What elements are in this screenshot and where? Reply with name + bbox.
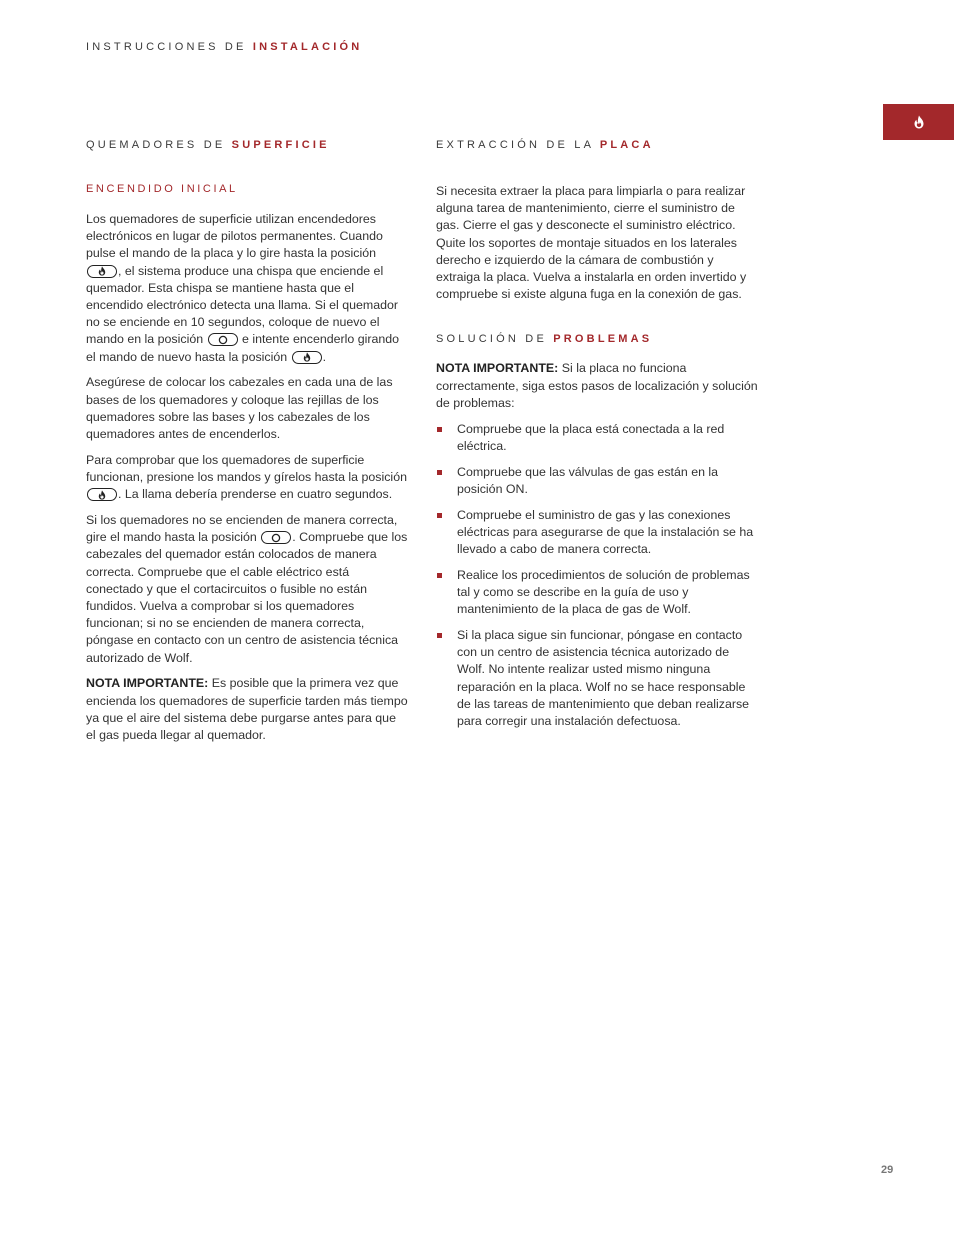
paragraph-troubleshoot: Si los quemadores no se encienden de manera correcta, gire el mando hasta la posición . Compruebe que los cabezales del quemador están colocados de manera correcta. Compruebe que el cable eléctrico está conectado y que el cortacircuitos o fusible no están fundidos. Vuelva a comprobar si los quemadores funcionan; si no se encienden de manera correcta, póngase en contacto con un centro de asistencia técnica autorizado de Wolf. [86, 513, 408, 665]
left-column [86, 139, 408, 753]
bullet-square-icon [437, 573, 442, 578]
list-item: Compruebe que las válvulas de gas están en la posición ON. [436, 464, 758, 498]
list-item: Compruebe que la placa está conectada a la red eléctrica. [436, 421, 758, 455]
section-title-removal: EXTRACCIÓN DE LA PLACA [436, 139, 654, 151]
page-header [86, 41, 362, 53]
header-accent: INSTALACIÓN [252, 41, 363, 53]
troubleshooting-list [436, 421, 758, 731]
knob-off-icon [261, 531, 291, 544]
list-item: Si la placa sigue sin funcionar, póngase en contacto con un centro de asistencia técnica autorizado de Wolf. No intente realizar usted mismo ninguna reparación en la placa. Wolf no se hace responsable de las tareas de mantenimiento que deban realizarse para corregir una instalación defectuosa. [436, 627, 758, 730]
paragraph-important-note: NOTA IMPORTANTE: Es posible que la primera vez que encienda los quemadores de superficie tarden más tiempo ya que el aire del sistema debe purgarse antes para que el gas pueda llegar al quemador. [86, 676, 408, 743]
right-column [436, 139, 758, 739]
knob-off-icon [208, 333, 238, 346]
paragraph-check: Para comprobar que los quemadores de superficie funcionan, presione los mandos y gírelos hasta la posición . La llama debería prenderse en cuatro segundos. [86, 452, 407, 502]
paragraph-removal: Si necesita extraer la placa para limpiarla o para realizar alguna tarea de mantenimiento, cierre el suministro de gas. Cierre el gas y desconecte el suministro eléctrico. Quite los soportes de montaje situados en los laterales derecho e izquierdo de la cámara de combustión y extraiga la placa. Vuelva a instalarla en orden invertido y compruebe si existe alguna fuga en la conexión de gas. [436, 184, 747, 302]
knob-hi-flame-icon [87, 265, 117, 278]
knob-hi-flame-icon [292, 351, 322, 364]
bullet-square-icon [437, 427, 442, 432]
bullet-square-icon [437, 633, 442, 638]
paragraph-caps: Asegúrese de colocar los cabezales en cada una de las bases de los quemadores y coloque las rejillas de los quemadores sobre las bases y los cabezales de los quemadores antes de encenderlos. [86, 375, 393, 442]
section-tab [883, 104, 954, 140]
subsection-title-initial-ignition: ENCENDIDO INICIAL [86, 183, 238, 195]
section-title-surface-burners: QUEMADORES DE SUPERFICIE [86, 139, 330, 151]
list-item: Compruebe el suministro de gas y las conexiones eléctricas para asegurarse de que la instalación se ha llevado a cabo de manera correcta. [436, 507, 758, 559]
paragraph-troubleshooting-note: NOTA IMPORTANTE: Si la placa no funciona correctamente, siga estos pasos de localización y solución de problemas: [436, 361, 758, 410]
paragraph-ignition: Los quemadores de superficie utilizan encendedores electrónicos en lugar de pilotos permanentes. Cuando pulse el mando de la placa y lo gire hasta la posición , el sistema produce una chispa que enciende el quemador. Esta chispa se mantiene hasta que el encendido electrónico detecta una llama. Si el quemador no se enciende en 10 segundos, coloque de nuevo el mando en la posición e intente encenderlo girando el mando de nuevo hasta la posición . [86, 212, 400, 364]
section-title-troubleshooting: SOLUCIÓN DE PROBLEMAS [436, 333, 653, 346]
knob-hi-flame-icon [87, 488, 117, 501]
page-number: 29 [881, 1164, 894, 1176]
bullet-square-icon [437, 470, 442, 475]
list-item: Realice los procedimientos de solución de problemas tal y como se describe en la guía de uso y mantenimiento de la placa de gas de Wolf. [436, 567, 758, 619]
flame-icon [913, 115, 925, 129]
header-prefix: INSTRUCCIONES DE [86, 41, 253, 53]
bullet-square-icon [437, 513, 442, 518]
